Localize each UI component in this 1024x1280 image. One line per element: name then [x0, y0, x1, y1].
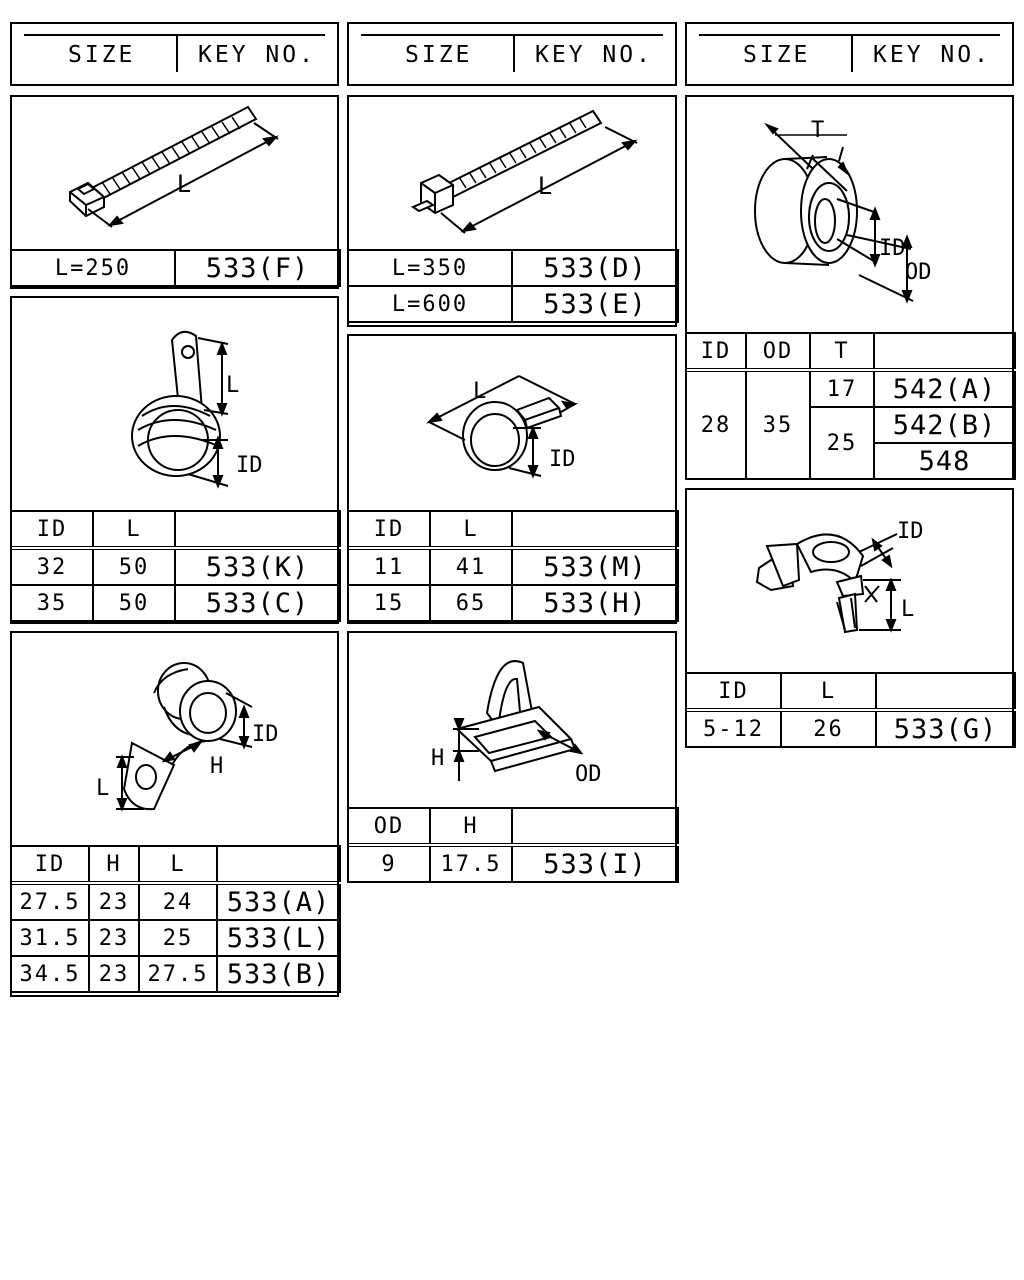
key-no-heading: KEY NO.	[535, 42, 653, 68]
table-header-row	[348, 511, 678, 548]
col-header-t: T	[810, 333, 874, 370]
table-row	[11, 883, 340, 920]
key-no-cell: 533(D)	[512, 250, 678, 286]
key-no-cell: 548	[874, 443, 1015, 479]
col-header-l: L	[781, 673, 876, 710]
cable-tie-f-panel	[10, 95, 339, 289]
clamp-h-label: H	[210, 754, 224, 779]
id-cell: 15	[348, 585, 430, 621]
h-cell: 23	[89, 920, 139, 956]
tie-length-label: L	[176, 170, 192, 198]
table-row	[686, 710, 1015, 747]
table-header-row	[686, 673, 1015, 710]
clamp-kc-panel	[10, 296, 339, 624]
clip-g-table	[685, 672, 1016, 748]
cable-tie-illustration	[349, 97, 675, 251]
table-row	[348, 548, 678, 585]
band-mh-table	[347, 510, 679, 622]
clip-id-label: ID	[897, 519, 924, 544]
l-cell: 50	[93, 548, 175, 585]
key-no-cell: 533(B)	[217, 956, 340, 992]
table-row	[11, 250, 340, 286]
key-no-heading: KEY NO.	[198, 42, 316, 68]
grommet-table	[685, 332, 1016, 480]
table-row	[348, 845, 678, 882]
key-no-cell: 533(K)	[175, 548, 340, 585]
clip-illustration	[687, 490, 1012, 672]
clamp-alb-panel	[10, 631, 339, 997]
grommet-illustration	[687, 97, 1012, 332]
col-header-id: ID	[11, 846, 89, 883]
clamp-l-label: L	[96, 776, 110, 801]
clip-od-label: OD	[575, 762, 602, 787]
col-header-l: L	[93, 511, 175, 548]
grommet-od-label: OD	[905, 260, 932, 285]
header-divider	[851, 36, 853, 72]
id-cell: 11	[348, 548, 430, 585]
key-no-cell: 533(C)	[175, 585, 340, 621]
clip-l-label: L	[901, 597, 915, 622]
band-id-label: ID	[549, 447, 576, 472]
cable-tie-f-table	[10, 249, 341, 287]
col-header-od: OD	[746, 333, 810, 370]
header-col-2	[347, 22, 677, 86]
id-cell: 34.5	[11, 956, 89, 992]
clamp-l-label: L	[226, 373, 240, 398]
id-cell: 5-12	[686, 710, 781, 747]
l-cell: 50	[93, 585, 175, 621]
key-no-cell: 533(I)	[512, 845, 678, 882]
band-clamp-illustration	[349, 336, 675, 510]
l-cell: 24	[139, 883, 217, 920]
table-header-row	[11, 511, 340, 548]
col-header-od: OD	[348, 808, 430, 845]
h-cell: 17.5	[430, 845, 512, 882]
tie-length-label: L	[537, 172, 553, 200]
header-divider	[176, 36, 178, 72]
table-header-row	[11, 846, 340, 883]
header-divider	[513, 36, 515, 72]
table-row	[11, 585, 340, 621]
size-cell: L=250	[11, 250, 175, 286]
clamp-alb-table	[10, 845, 341, 993]
col-header-key	[512, 808, 678, 845]
grommet-panel	[685, 95, 1014, 480]
key-no-heading: KEY NO.	[873, 42, 991, 68]
col-header-id: ID	[11, 511, 93, 548]
clamp-id-label: ID	[236, 453, 263, 478]
od-cell: 9	[348, 845, 430, 882]
l-cell: 25	[139, 920, 217, 956]
clamp-illustration	[12, 633, 337, 845]
cable-tie-de-table	[347, 249, 679, 323]
header-col-3	[685, 22, 1014, 86]
clip-h-label: H	[431, 746, 445, 771]
key-no-cell: 533(F)	[175, 250, 340, 286]
l-cell: 65	[430, 585, 512, 621]
col-header-key	[876, 673, 1015, 710]
table-row	[348, 250, 678, 286]
size-heading: SIZE	[68, 42, 136, 68]
clamp-id-label: ID	[252, 722, 279, 747]
clamp-illustration	[12, 298, 337, 510]
id-cell: 32	[11, 548, 93, 585]
size-cell: L=350	[348, 250, 512, 286]
table-row	[348, 286, 678, 322]
col-header-id: ID	[348, 511, 430, 548]
l-cell: 41	[430, 548, 512, 585]
header-rule	[699, 34, 1000, 36]
cable-tie-de-panel	[347, 95, 677, 327]
clip-i-panel	[347, 631, 677, 883]
id-cell: 31.5	[11, 920, 89, 956]
table-row	[11, 920, 340, 956]
col-header-h: H	[430, 808, 512, 845]
l-cell: 27.5	[139, 956, 217, 992]
col-header-key	[175, 511, 340, 548]
table-row	[11, 548, 340, 585]
id-cell: 27.5	[11, 883, 89, 920]
t-cell: 25	[810, 407, 874, 479]
size-cell: L=600	[348, 286, 512, 322]
l-cell: 26	[781, 710, 876, 747]
col-header-id: ID	[686, 333, 746, 370]
table-row	[11, 956, 340, 992]
col-header-l: L	[430, 511, 512, 548]
header-rule	[24, 34, 325, 36]
col-header-key	[217, 846, 340, 883]
table-header-row	[348, 808, 678, 845]
key-no-cell: 542(A)	[874, 370, 1015, 407]
col-header-h: H	[89, 846, 139, 883]
col-header-id: ID	[686, 673, 781, 710]
size-heading: SIZE	[743, 42, 811, 68]
band-mh-panel	[347, 334, 677, 624]
col-header-key	[512, 511, 678, 548]
cable-tie-illustration	[12, 97, 337, 251]
key-no-cell: 533(E)	[512, 286, 678, 322]
key-no-cell: 533(G)	[876, 710, 1015, 747]
key-no-cell: 542(B)	[874, 407, 1015, 443]
key-no-cell: 533(A)	[217, 883, 340, 920]
col-header-key	[874, 333, 1015, 370]
t-cell: 17	[810, 370, 874, 407]
h-cell: 23	[89, 883, 139, 920]
grommet-t-label: T	[811, 118, 825, 143]
clamp-kc-table	[10, 510, 341, 622]
header-rule	[361, 34, 663, 36]
table-row	[686, 370, 1015, 407]
h-cell: 23	[89, 956, 139, 992]
grommet-id-label: ID	[879, 236, 906, 261]
key-no-cell: 533(H)	[512, 585, 678, 621]
band-l-label: L	[473, 379, 487, 404]
table-row	[348, 585, 678, 621]
id-cell: 35	[11, 585, 93, 621]
clip-g-panel	[685, 488, 1014, 748]
table-header-row	[686, 333, 1015, 370]
size-heading: SIZE	[405, 42, 473, 68]
key-no-cell: 533(M)	[512, 548, 678, 585]
clip-illustration	[349, 633, 675, 807]
id-cell: 28	[686, 370, 746, 479]
col-header-l: L	[139, 846, 217, 883]
key-no-cell: 533(L)	[217, 920, 340, 956]
header-col-1	[10, 22, 339, 86]
clip-i-table	[347, 807, 679, 883]
od-cell: 35	[746, 370, 810, 479]
